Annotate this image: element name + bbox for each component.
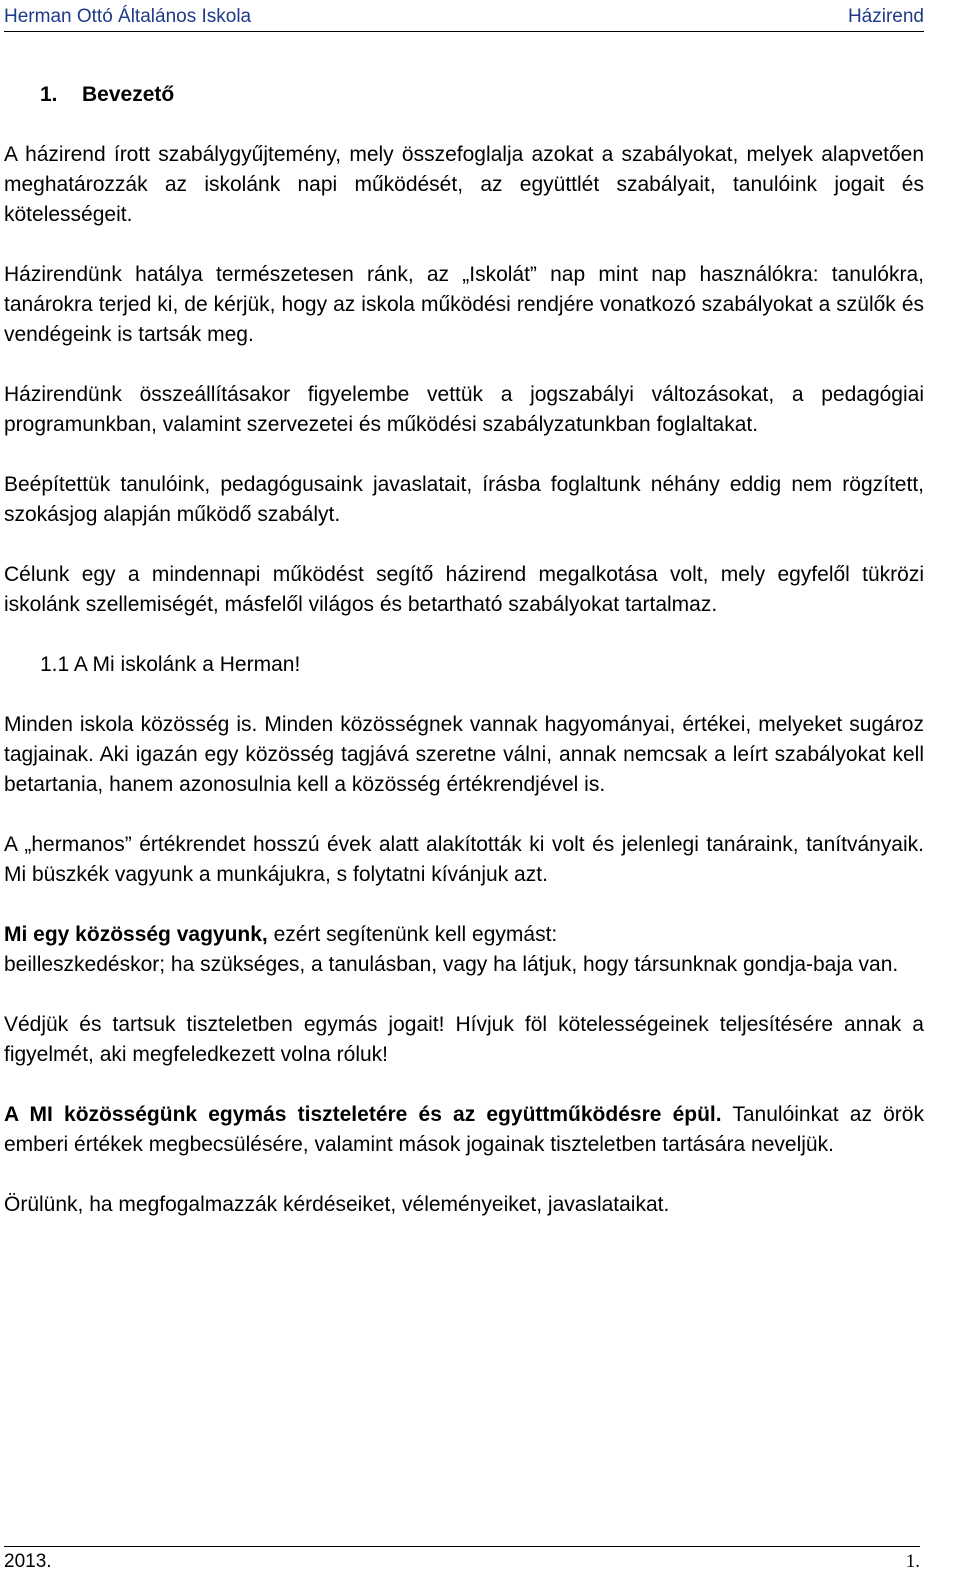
page-number: 1. — [905, 1551, 920, 1572]
paragraph-suggestions: Beépítettük tanulóink, pedagógusaink javaslatait, írásba foglaltunk néhány eddig nem rögzített, szokásjog alapján működő szabályt. — [4, 473, 924, 526]
section-number: 1. — [40, 83, 58, 106]
paragraph-feedback: Örülünk, ha megfogalmazzák kérdéseiket, véleményeiket, javaslataikat. — [4, 1193, 670, 1216]
footer-year: 2013. — [4, 1551, 52, 1572]
emphasis-community: Mi egy közösség vagyunk, — [4, 923, 268, 946]
paragraph-compilation: Házirendünk összeállításakor figyelembe vettük a jogszabályi változásokat, a pedagógiai programunkban, valamint szervezetei és működési szabályzatunkban foglaltakat. — [4, 383, 924, 436]
paragraph-respect — [4, 1100, 924, 1160]
paragraph-values: A „hermanos” értékrendet hosszú évek alatt alakították ki volt és jelenlegi tanáraink, tanítványaik. Mi büszkék vagyunk a munkájukra, s folytatni kívánjuk azt. — [4, 833, 924, 886]
text-help: ezért segítenünk kell egymást: — [267, 923, 558, 946]
text-help-details: beilleszkedéskor; ha szükséges, a tanulásban, vagy ha látjuk, hogy társunknak gondja-baja van. — [4, 953, 899, 976]
text-respect: Tanulóinkat az örök emberi értékek megbecsülésére, valamint mások jogainak tiszteletben tartására neveljük. — [4, 1103, 924, 1156]
section-title: Bevezető — [82, 83, 175, 106]
paragraph-scope: Házirendünk hatálya természetesen ránk, az „Iskolát” nap mint nap használókra: tanulókra, tanárokra terjed ki, de kérjük, hogy az iskola működési rendjére vonatkozó szabályokat a szülők és vendégeink is tartsák meg. — [4, 263, 924, 346]
paragraph-rights: Védjük és tartsuk tiszteletben egymás jogait! Hívjuk föl kötelességeinek teljesítésére annak a figyelmét, aki megfeledkezett volna róluk! — [4, 1013, 924, 1066]
page-header — [4, 3, 924, 32]
header-school-name: Herman Ottó Általános Iskola — [4, 6, 252, 27]
section-heading-1 — [4, 80, 924, 110]
header-document-title: Házirend — [847, 6, 924, 27]
emphasis-respect: A MI közösségünk egymás tiszteletére és az együttműködésre épül. — [4, 1103, 722, 1126]
page-footer — [4, 1546, 920, 1577]
document-body — [4, 80, 924, 1250]
paragraph-intro: A házirend írott szabálygyűjtemény, mely összefoglalja azokat a szabályokat, melyek alapvetően meghatározzák az iskolánk napi működését, az együttlét szabályait, tanulóink jogait és kötelességeit. — [4, 143, 924, 226]
paragraph-help-each-other — [4, 920, 924, 980]
paragraph-goal: Célunk egy a mindennapi működést segítő házirend megalkotása volt, mely egyfelől tükrözi iskolánk szellemiségét, másfelől világos és betartható szabályokat tartalmaz. — [4, 563, 924, 616]
paragraph-community: Minden iskola közösség is. Minden közösségnek vannak hagyományai, értékei, melyeket sugároz tagjainak. Aki igazán egy közösség tagjává szeretne válni, annak nemcsak a leírt szabályokat kell betartania, hanem azonosulnia kell a közösség értékrendjével is. — [4, 713, 924, 796]
section-heading-1-1: 1.1 A Mi iskolánk a Herman! — [40, 653, 301, 676]
